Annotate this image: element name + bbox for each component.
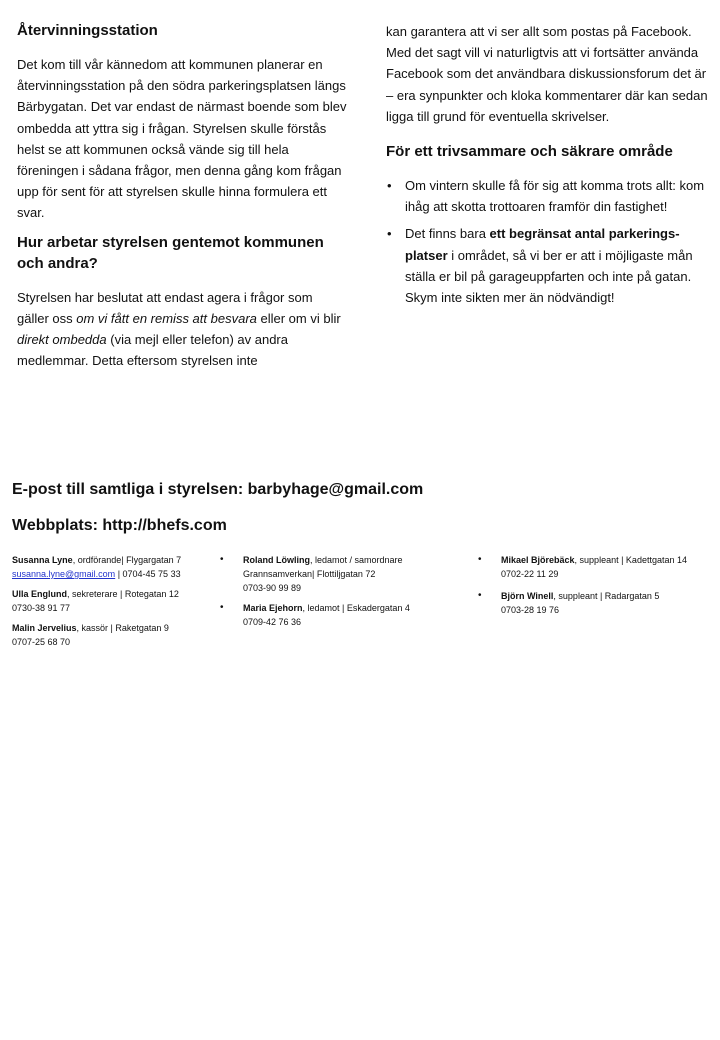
board-member (12, 621, 217, 649)
member-name: Malin Jervelius (12, 623, 77, 633)
board-member (12, 587, 217, 615)
paragraph-facebook: kan garantera att vi ser allt som postas på Facebook. Med det sagt vill vi naturligtvis att vi fortsätter använda Facebook som det användbara diskussionsforum det är – era synpunkter och kloka kommentarer där kan sedan ligga till grund för eventuella skrivelser. (386, 24, 708, 124)
bullet-icon: • (387, 178, 392, 194)
bullet-icon: • (387, 226, 392, 242)
heading-hur-arbetar: Hur arbetar styrelsen gentemot kommunen och andra? (17, 233, 324, 272)
text-run: Det finns bara (405, 226, 490, 242)
email-line: E-post till samtliga i styrelsen: barbyhage@gmail.com (12, 481, 424, 498)
board-member (220, 553, 473, 595)
member-address: Grannsamverkan| Flottiljgatan 72 (243, 569, 376, 579)
member-role: , sekreterare (67, 589, 118, 599)
bullet-icon: • (478, 554, 482, 565)
tips-list (386, 175, 716, 308)
heading-trivsammare: För ett trivsammare och säkrare område (386, 143, 673, 161)
emphasis-ombedda: direkt ombedda (17, 332, 107, 348)
board-member (478, 553, 720, 581)
member-name: Ulla Englund (12, 589, 67, 599)
list-item-text: Om vintern skulle få för sig att komma trots allt: kom ihåg att skotta trottoaren framför din fastighet! (405, 178, 705, 215)
board-column-2 (219, 553, 473, 635)
member-name: Maria Ejehorn (243, 603, 303, 613)
website-line: Webbplats: http://bhefs.com (12, 517, 227, 534)
member-role: , ledamot (302, 603, 340, 613)
member-role: , suppleant (553, 591, 598, 601)
member-phone: 0730-38 91 77 (12, 603, 71, 613)
board-column-1 (12, 553, 217, 655)
member-address: | Radargatan 5 (597, 591, 660, 601)
email-link[interactable]: susanna.lyne@gmail.com (12, 569, 116, 579)
board-member (478, 589, 720, 617)
bullet-icon: • (478, 590, 482, 601)
member-address: | Rotegatan 12 (117, 589, 179, 599)
text-run: Styrelsen har beslutat att endast agera i frågor som gäller oss (17, 289, 313, 326)
member-phone: 0707-25 68 70 (12, 637, 71, 647)
member-phone: 0709-42 76 36 (243, 617, 302, 627)
member-phone: | 0704-45 75 33 (115, 569, 181, 579)
member-phone: 0703-28 19 76 (501, 605, 560, 615)
left-column (17, 20, 347, 371)
text-run: i området, så vi ber er att i möjligaste mån ställa er bil på garageuppfarten och inte på gatan. Skym inte sikten mer än nödvändigt! (405, 247, 693, 306)
member-address: | Kadettgatan 14 (618, 555, 687, 565)
heading-atervinning: Återvinningsstation (17, 22, 158, 39)
paragraph-atervinning: Det kom till vår kännedom att kommunen planerar en återvinningsstation på den södra parkeringsplatsen längs Bärbygatan. Det var endast de närmast boende som blev ombedda att yttra sig i frågan. Styrelsen skulle förstås helst se att kommunen också vände sig till hela föreningen i sådana frågor, men denna gång kom frågan upp för sent för att styrelsen skulle hinna formulera ett svar. (17, 57, 347, 221)
member-phone: 0703-90 99 89 (243, 583, 302, 593)
list-item (386, 175, 716, 217)
bullet-icon: • (220, 554, 224, 565)
text-run: (via mejl eller telefon) av andra medlemmar. Detta eftersom styrelsen inte (17, 332, 288, 369)
member-name: Roland Löwling (243, 555, 310, 565)
member-name: Mikael Björebäck (501, 555, 575, 565)
emphasis-remiss: om vi fått en remiss att besvara (76, 310, 257, 326)
member-role: , ordförande (72, 555, 122, 565)
member-phone: 0702-22 11 29 (501, 569, 559, 579)
member-address: | Flygargatan 7 (121, 555, 182, 565)
member-name: Susanna Lyne (12, 555, 73, 565)
emphasis-parkering: ett begränsat antal parkerings-platser (405, 226, 680, 263)
member-role: , kassör (76, 623, 109, 633)
member-role: , ledamot / samordnare (310, 555, 403, 565)
text-run: eller om vi blir (256, 310, 341, 326)
member-address: | Raketgatan 9 (108, 623, 169, 633)
list-item (386, 223, 716, 308)
board-member (220, 601, 473, 629)
board-column-3 (477, 553, 720, 623)
member-address: | Eskadergatan 4 (339, 603, 410, 613)
board-member (12, 553, 217, 581)
member-role: , suppleant (574, 555, 619, 565)
bullet-icon: • (220, 602, 224, 613)
right-column (386, 20, 716, 308)
paragraph-styrelsen (17, 287, 347, 372)
member-name: Björn Winell (501, 591, 554, 601)
